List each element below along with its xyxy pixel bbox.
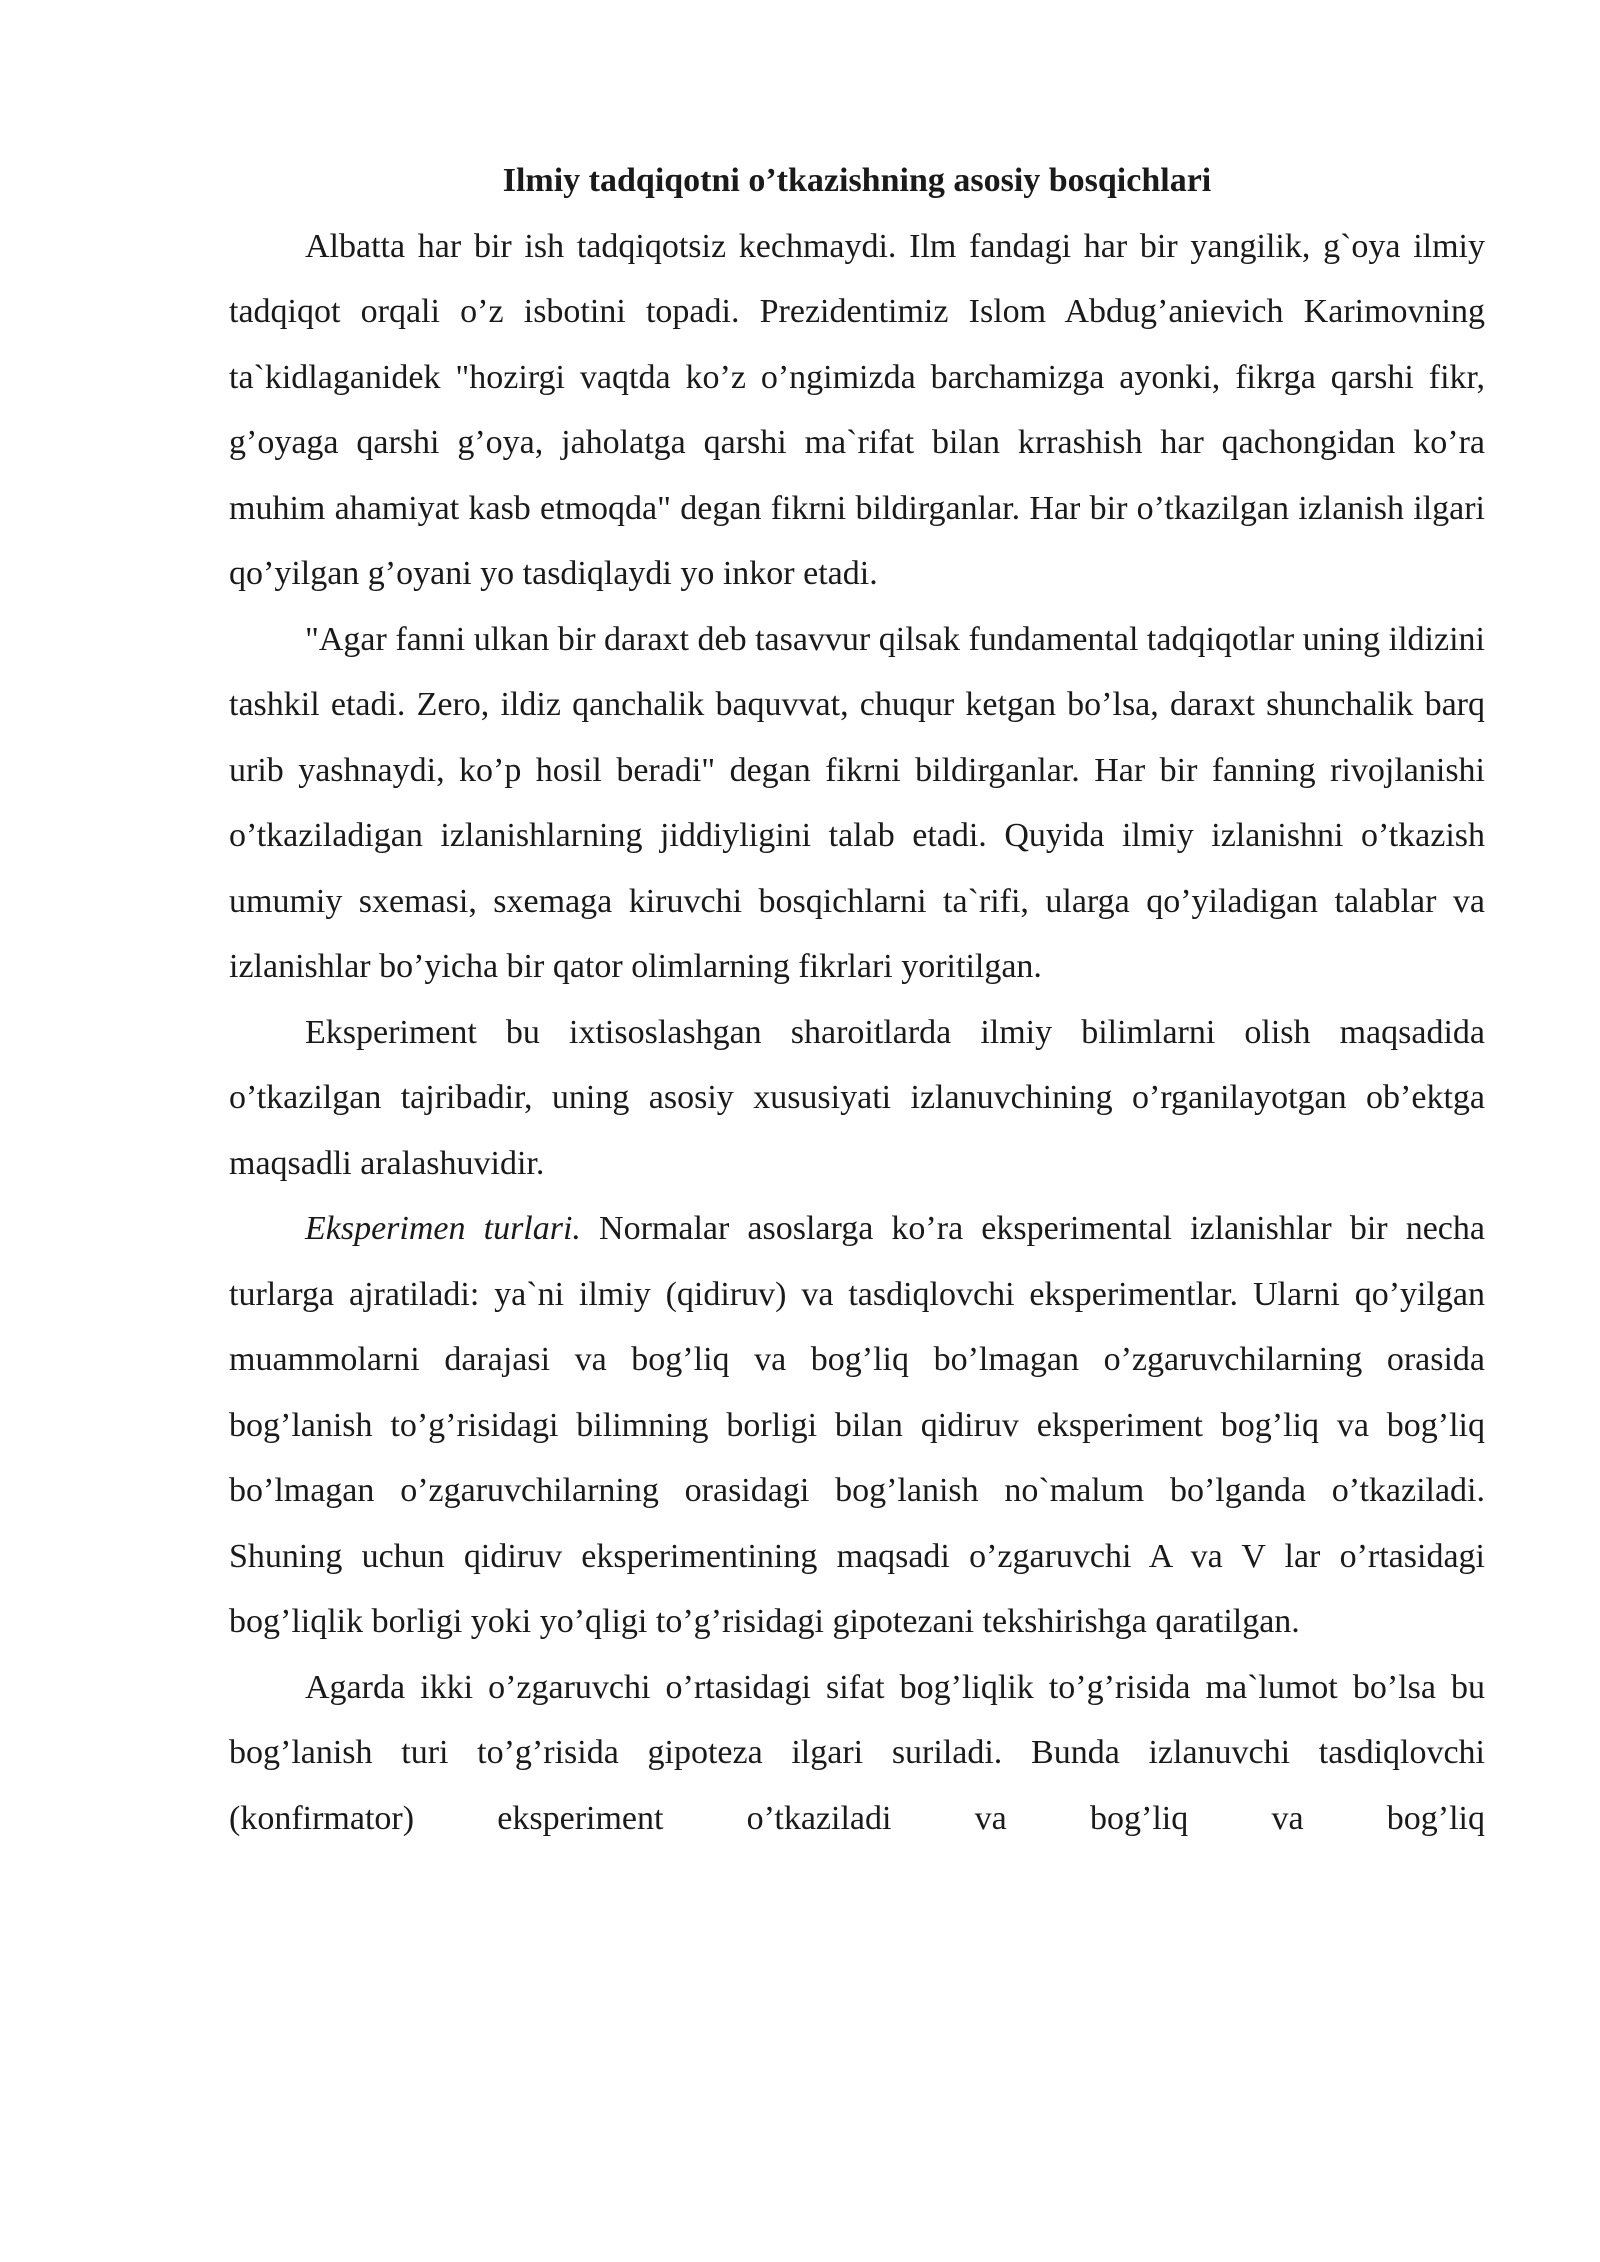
paragraph-2-text: "Agar fanni ulkan bir daraxt deb tasavvur qilsak fundamental tadqiqotlar uning ildizini tashkil etadi. Zero, ildiz qanchalik baquvvat, chuqur ketgan bo’lsa, daraxt shunchalik barq urib yashnaydi, ko’p hosil beradi" degan fikrni bildirganlar. Har bir fanning rivojlanishi o’tkaziladigan izlanishlarning jiddiyligini talab etadi. Quyida ilmiy izlanishni o’tkazish umumiy sxemasi, sxemaga kiruvchi bosqichlarni ta`rifi, ularga qo’yiladigan talablar va izlanishlar bo’yicha bir qator olimlarning fikrlari yoritilgan.: [229, 620, 1485, 985]
document-title: Ilmiy tadqiqotni o’tkazishning asosiy bosqichlari: [502, 162, 1212, 199]
paragraph-4-lead: Eksperimen turlari.: [305, 1210, 581, 1247]
paragraph-4: [229, 1196, 1485, 1655]
paragraph-5: [229, 1655, 1485, 1852]
paragraph-2: [229, 607, 1485, 1000]
paragraph-1-text: Albatta har bir ish tadqiqotsiz kechmaydi. Ilm fandagi har bir yangilik, g`oya ilmiy tadqiqot orqali o’z isbotini topadi. Prezidentimiz Islom Abdug’anievich Karimovning ta`kidlaganidek "hozirgi vaqtda ko’z o’ngimizda barchamizga ayonki, fikrga qarshi fikr, g’oyaga qarshi g’oya, jaholatga qarshi ma`rifat bilan krrashish har qachongidan ko’ra muhim ahamiyat kasb etmoqda" degan fikrni bildirganlar. Har bir o’tkazilgan izlanish ilgari qo’yilgan g’oyani yo tasdiqlaydi yo inkor etadi.: [229, 227, 1485, 592]
paragraph-1: [229, 214, 1485, 607]
paragraph-4-text: Normalar asoslarga ko’ra eksperimental izlanishlar bir necha turlarga ajratiladi: ya`ni ilmiy (qidiruv) va tasdiqlovchi eksperimentlar. Ularni qo’yilgan muammolarni darajasi va bog’liq va bog’liq bo’lmagan o’zgaruvchilarning orasida bog’lanish to’g’risidagi bilimning borligi bilan qidiruv eksperiment bog’liq va bog’liq bo’lmagan o’zgaruvchilarning orasidagi bog’lanish no`malum bo’lganda o’tkaziladi. Shuning uchun qidiruv eksperimentining maqsadi o’zgaruvchi A va V lar o’rtasidagi bog’liqlik borligi yoki yo’qligi to’g’risidagi gipotezani tekshirishga qaratilgan.: [229, 1210, 1485, 1640]
document-page: [229, 148, 1485, 1851]
paragraph-5-text: Agarda ikki o’zgaruvchi o’rtasidagi sifat bog’liqlik to’g’risida ma`lumot bo’lsa bu bog’lanish turi to’g’risida gipoteza ilgari suriladi. Bunda izlanuvchi tasdiqlovchi (konfirmator) eksperiment o’tkaziladi va bog’liq va bog’liq: [229, 1668, 1485, 1837]
paragraph-3: [229, 1000, 1485, 1197]
paragraph-3-text: Eksperiment bu ixtisoslashgan sharoitlarda ilmiy bilimlarni olish maqsadida o’tkazilgan tajribadir, uning asosiy xususiyati izlanuvchining o’rganilayotgan ob’ektga maqsadli aralashuvidir.: [229, 1013, 1485, 1182]
